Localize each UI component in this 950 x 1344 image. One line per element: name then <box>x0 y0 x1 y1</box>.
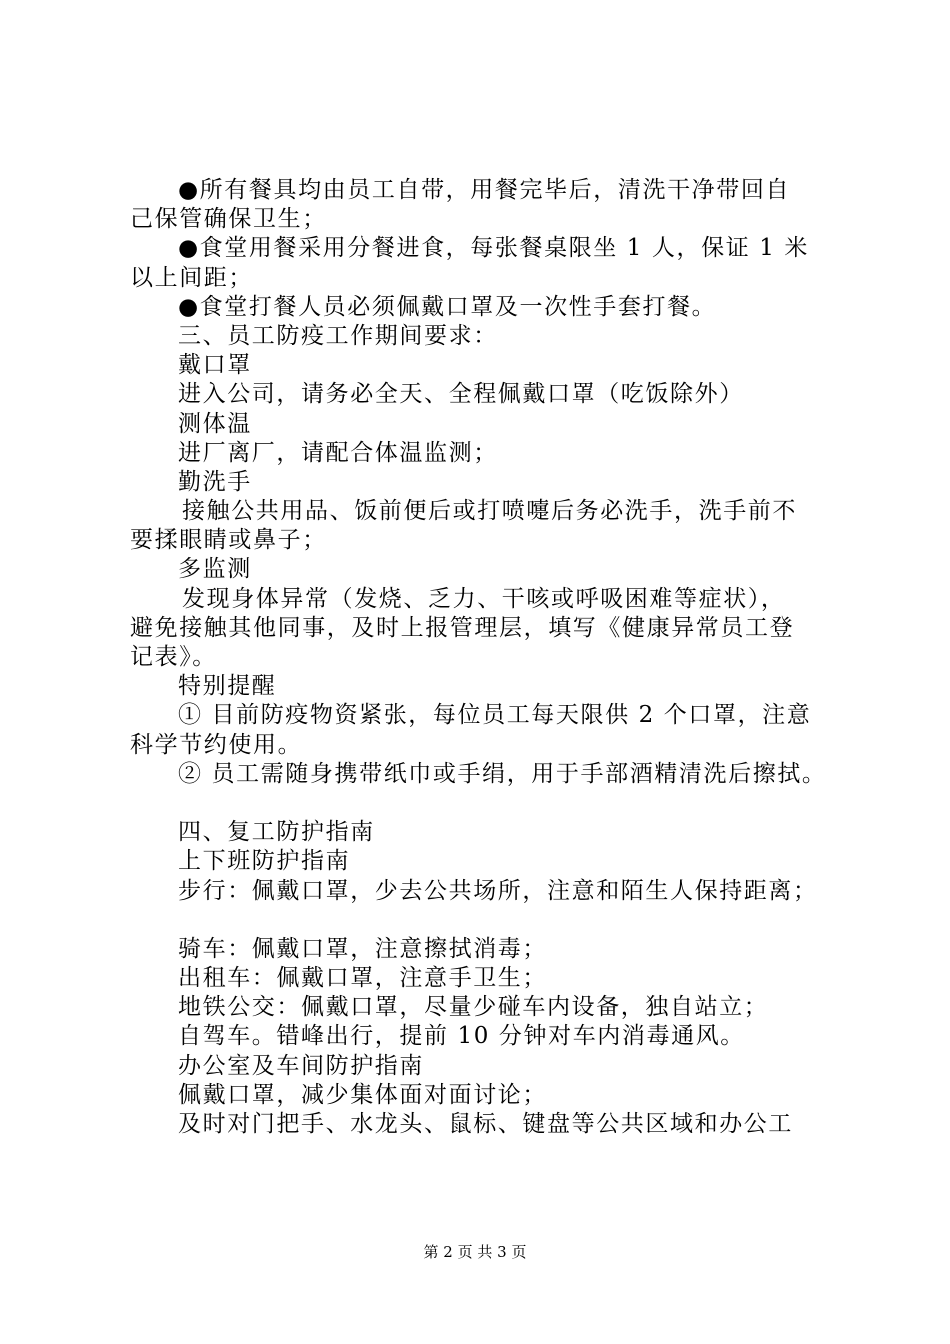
subheading: 上下班防护指南 <box>178 848 351 875</box>
subheading: 办公室及车间防护指南 <box>178 1052 424 1079</box>
paragraph-line: 及时对门把手、水龙头、鼠标、键盘等公共区域和办公工 <box>178 1111 793 1137</box>
paragraph-line: 己保管确保卫生； <box>130 206 327 233</box>
subheading: 戴口罩 <box>178 352 252 379</box>
paragraph-line: ●食堂用餐采用分餐进食，每张餐桌限坐 1 人，保证 1 米 <box>178 235 809 262</box>
paragraph-line: 要揉眼睛或鼻子； <box>130 527 327 554</box>
section-heading: 三、员工防疫工作期间要求： <box>178 322 498 349</box>
paragraph-line: 以上间距； <box>130 264 253 291</box>
paragraph-line: 进入公司，请务必全天、全程佩戴口罩（吃饭除外） <box>178 381 744 408</box>
paragraph-line: 出租车：佩戴口罩，注意手卫生； <box>178 965 547 992</box>
paragraph-line: ② 员工需随身携带纸巾或手绢，用于手部酒精清洗后擦拭。 <box>178 760 827 787</box>
subheading: 多监测 <box>178 556 252 583</box>
paragraph-line: 接触公共用品、饭前便后或打喷嚏后务必洗手，洗手前不 <box>182 498 797 525</box>
paragraph-line: 避免接触其他同事，及时上报管理层，填写《健康异常员工登 <box>130 614 795 641</box>
paragraph-line: 进厂离厂，请配合体温监测； <box>178 439 498 466</box>
paragraph-line: 记表》。 <box>130 644 217 670</box>
paragraph-line: ●食堂打餐人员必须佩戴口罩及一次性手套打餐。 <box>178 293 717 320</box>
page-footer: 第 2 页 共 3 页 <box>423 1243 527 1261</box>
paragraph-line: 发现身体异常（发烧、乏力、干咳或呼吸困难等症状）， <box>182 585 786 612</box>
paragraph-line: 佩戴口罩，减少集体面对面讨论； <box>178 1081 547 1108</box>
paragraph-line: 自驾车。错峰出行，提前 10 分钟对车内消毒通风。 <box>178 1023 745 1050</box>
paragraph-line: 地铁公交：佩戴口罩，尽量少碰车内设备，独自站立； <box>178 994 769 1021</box>
blank-line <box>130 789 835 818</box>
section-heading: 四、复工防护指南 <box>178 819 375 846</box>
paragraph-line: 科学节约使用。 <box>130 731 303 758</box>
paragraph-line: 步行：佩戴口罩，少去公共场所，注意和陌生人保持距离； <box>178 877 818 904</box>
paragraph-line: ① 目前防疫物资紧张，每位员工每天限供 2 个口罩，注意 <box>178 702 812 729</box>
subheading: 勤洗手 <box>178 468 252 495</box>
blank-line <box>130 906 835 935</box>
document-body <box>130 176 835 1139</box>
paragraph-line: ●所有餐具均由员工自带，用餐完毕后，清洗干净带回自 <box>178 177 791 203</box>
paragraph-line: 骑车：佩戴口罩，注意擦拭消毒； <box>178 935 547 962</box>
subheading: 测体温 <box>178 410 252 437</box>
subheading: 特别提醒 <box>178 673 277 700</box>
